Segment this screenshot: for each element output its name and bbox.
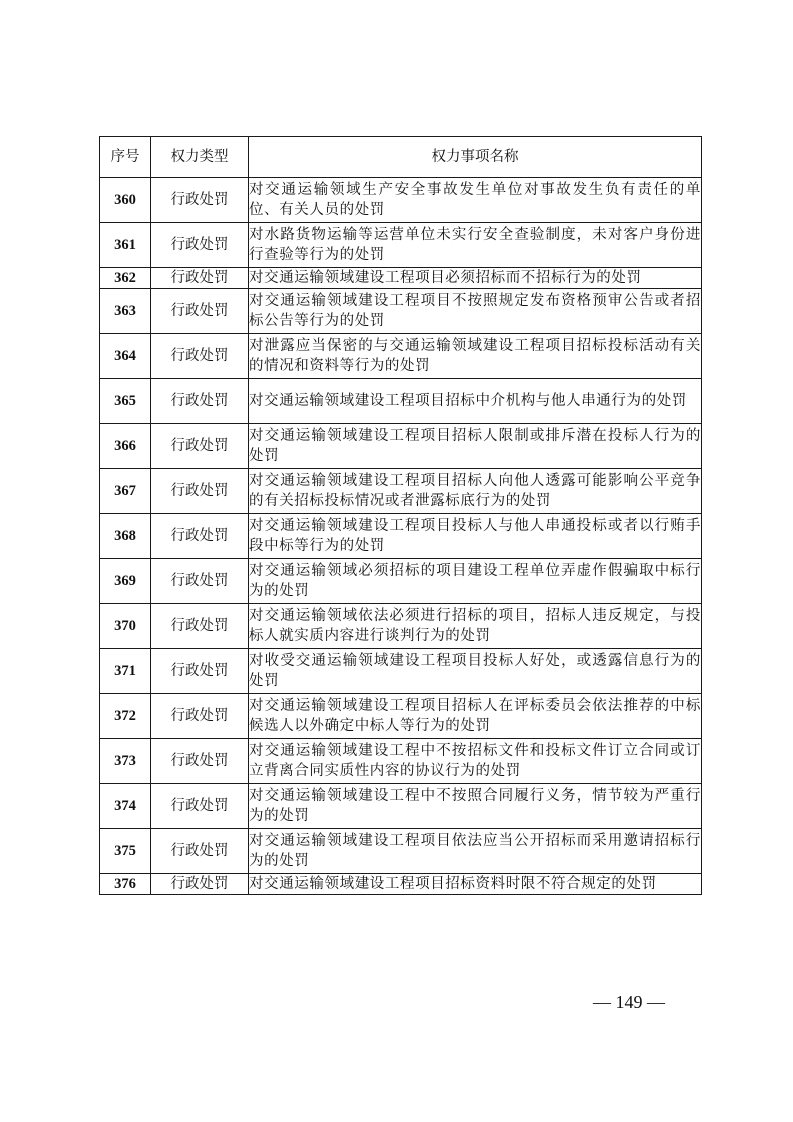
table-row xyxy=(100,784,702,829)
row-index: 372 xyxy=(100,694,151,739)
row-name: 对交通运输领域建设工程项目招标人限制或排斥潜在投标人行为的处罚 xyxy=(249,424,702,469)
table-row xyxy=(100,829,702,874)
row-type: 行政处罚 xyxy=(151,469,249,514)
row-index: 365 xyxy=(100,379,151,424)
row-index: 370 xyxy=(100,604,151,649)
row-type: 行政处罚 xyxy=(151,829,249,874)
table-row xyxy=(100,604,702,649)
row-index: 364 xyxy=(100,334,151,379)
row-type: 行政处罚 xyxy=(151,559,249,604)
row-type: 行政处罚 xyxy=(151,223,249,268)
table-row xyxy=(100,379,702,424)
row-name: 对水路货物运输等运营单位未实行安全查验制度，未对客户身份进行查验等行为的处罚 xyxy=(249,223,702,268)
row-type: 行政处罚 xyxy=(151,268,249,289)
row-type: 行政处罚 xyxy=(151,379,249,424)
table-row xyxy=(100,694,702,739)
row-name: 对交通运输领域依法必须进行招标的项目，招标人违反规定，与投标人就实质内容进行谈判行为的处罚 xyxy=(249,604,702,649)
row-type: 行政处罚 xyxy=(151,739,249,784)
row-index: 373 xyxy=(100,739,151,784)
power-items-table xyxy=(99,136,702,895)
row-index: 361 xyxy=(100,223,151,268)
row-type: 行政处罚 xyxy=(151,604,249,649)
row-type: 行政处罚 xyxy=(151,649,249,694)
header-type: 权力类型 xyxy=(151,137,249,178)
row-name: 对交通运输领域建设工程中不按招标文件和投标文件订立合同或订立背离合同实质性内容的协议行为的处罚 xyxy=(249,739,702,784)
row-type: 行政处罚 xyxy=(151,874,249,895)
table-row xyxy=(100,739,702,784)
row-index: 368 xyxy=(100,514,151,559)
row-name: 对交通运输领域建设工程项目投标人与他人串通投标或者以行贿手段中标等行为的处罚 xyxy=(249,514,702,559)
row-type: 行政处罚 xyxy=(151,694,249,739)
row-index: 374 xyxy=(100,784,151,829)
page-number: — 149 — xyxy=(593,992,665,1012)
row-index: 376 xyxy=(100,874,151,895)
table-row xyxy=(100,289,702,334)
row-type: 行政处罚 xyxy=(151,784,249,829)
row-name: 对交通运输领域建设工程项目招标人向他人透露可能影响公平竞争的有关招标投标情况或者泄露标底行为的处罚 xyxy=(249,469,702,514)
table-row xyxy=(100,649,702,694)
row-name: 对收受交通运输领域建设工程项目投标人好处，或透露信息行为的处罚 xyxy=(249,649,702,694)
table-row xyxy=(100,223,702,268)
table-row xyxy=(100,268,702,289)
table-row xyxy=(100,334,702,379)
row-type: 行政处罚 xyxy=(151,178,249,223)
table-row xyxy=(100,514,702,559)
row-name: 对交通运输领域建设工程项目依法应当公开招标而采用邀请招标行为的处罚 xyxy=(249,829,702,874)
row-type: 行政处罚 xyxy=(151,334,249,379)
table-header-row xyxy=(100,137,702,178)
header-index: 序号 xyxy=(100,137,151,178)
row-index: 363 xyxy=(100,289,151,334)
table-row xyxy=(100,874,702,895)
header-name: 权力事项名称 xyxy=(249,137,702,178)
table-row xyxy=(100,559,702,604)
row-index: 367 xyxy=(100,469,151,514)
row-name: 对交通运输领域建设工程项目必须招标而不招标行为的处罚 xyxy=(249,268,702,289)
row-name: 对交通运输领域必须招标的项目建设工程单位弄虚作假骗取中标行为的处罚 xyxy=(249,559,702,604)
row-type: 行政处罚 xyxy=(151,289,249,334)
row-name: 对交通运输领域建设工程项目招标资料时限不符合规定的处罚 xyxy=(249,874,702,895)
row-name: 对交通运输领域建设工程项目招标人在评标委员会依法推荐的中标候选人以外确定中标人等行为的处罚 xyxy=(249,694,702,739)
table-row xyxy=(100,424,702,469)
row-index: 362 xyxy=(100,268,151,289)
row-name: 对交通运输领域建设工程项目招标中介机构与他人串通行为的处罚 xyxy=(249,379,702,424)
row-type: 行政处罚 xyxy=(151,424,249,469)
row-index: 360 xyxy=(100,178,151,223)
row-index: 371 xyxy=(100,649,151,694)
row-name: 对交通运输领域建设工程项目不按照规定发布资格预审公告或者招标公告等行为的处罚 xyxy=(249,289,702,334)
row-name: 对交通运输领域建设工程中不按照合同履行义务，情节较为严重行为的处罚 xyxy=(249,784,702,829)
row-name: 对交通运输领域生产安全事故发生单位对事故发生负有责任的单位、有关人员的处罚 xyxy=(249,178,702,223)
table-row xyxy=(100,469,702,514)
row-type: 行政处罚 xyxy=(151,514,249,559)
row-index: 366 xyxy=(100,424,151,469)
row-index: 369 xyxy=(100,559,151,604)
row-name: 对泄露应当保密的与交通运输领域建设工程项目招标投标活动有关的情况和资料等行为的处罚 xyxy=(249,334,702,379)
table-row xyxy=(100,178,702,223)
row-index: 375 xyxy=(100,829,151,874)
